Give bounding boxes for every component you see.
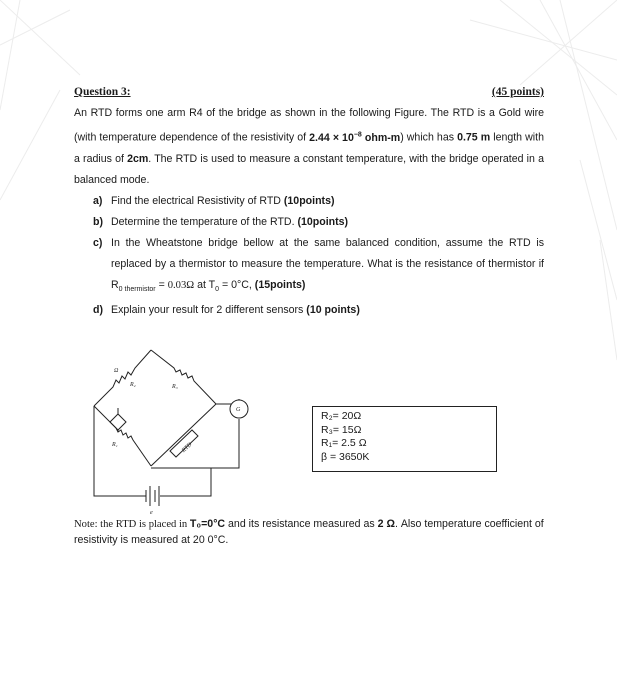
galvanometer-label: G xyxy=(236,407,241,413)
r2-resistor xyxy=(94,350,151,406)
note-paragraph: Note: the RTD is placed in T₀=0°C and its resistance measured as 2 Ω. Also temperature coefficient of resistivity is measured at 20 0°C. xyxy=(74,518,544,546)
question-b: b) Determine the temperature of the RTD. (10points) xyxy=(93,215,349,228)
intro-paragraph xyxy=(74,103,544,191)
battery-label: e xyxy=(150,510,153,515)
intro-text-2: ) which has xyxy=(400,131,458,144)
intro-text-3: length with a radius of xyxy=(74,131,544,165)
param-r2: R₂= 20Ω xyxy=(321,410,362,422)
r1-label: R₁ xyxy=(112,442,118,448)
omega-label: Ω xyxy=(114,368,119,374)
r3-label: R₃ xyxy=(172,384,178,390)
r1-resistor xyxy=(94,406,151,466)
param-r1: R₁= 2.5 Ω xyxy=(321,437,367,449)
r2-label: R₂ xyxy=(130,382,136,388)
param-r3: R₃= 15Ω xyxy=(321,423,362,436)
rtd-arm xyxy=(151,404,216,466)
wire-length: 0.75 m xyxy=(457,131,491,144)
parameters-box xyxy=(312,406,497,472)
question-page xyxy=(74,82,544,321)
r3-resistor xyxy=(151,350,216,404)
wheatstone-bridge-diagram xyxy=(88,340,258,515)
question-c: c) In the Wheatstone bridge bellow at the same balanced condition, assume the RTD is replaced by a thermistor to measure the temperature. What is the resistance of thermistor if $R_{0 thermistor} = 0.03\Omega$ at $T_0 = 0^\circ C$, (15points) xyxy=(93,236,544,293)
left-element xyxy=(110,414,126,430)
rtd-label: RTD xyxy=(180,441,194,454)
intro-text-4: . The RTD is used to measure a constant temperature, with the bridge operated in a balanced mode. xyxy=(74,152,544,186)
intro-text-1: An RTD forms one arm R4 of the bridge as shown in the following Figure. The RTD is a Gold wire (with temperature dependence of the resistivity of xyxy=(74,107,544,144)
question-title: Question 3: xyxy=(74,86,131,98)
question-points: (45 points) xyxy=(491,86,544,98)
wire-radius: 2cm xyxy=(127,152,149,165)
question-d: d) Explain your result for 2 different sensors (10 points) xyxy=(93,303,360,316)
question-a: a) Find the electrical Resistivity of RTD (10points) xyxy=(93,194,335,207)
question-header xyxy=(74,82,544,103)
resistivity-value: $2.44 \times 10^{-8}$ ohm-m xyxy=(309,131,401,144)
param-beta: β = 3650K xyxy=(321,450,370,463)
